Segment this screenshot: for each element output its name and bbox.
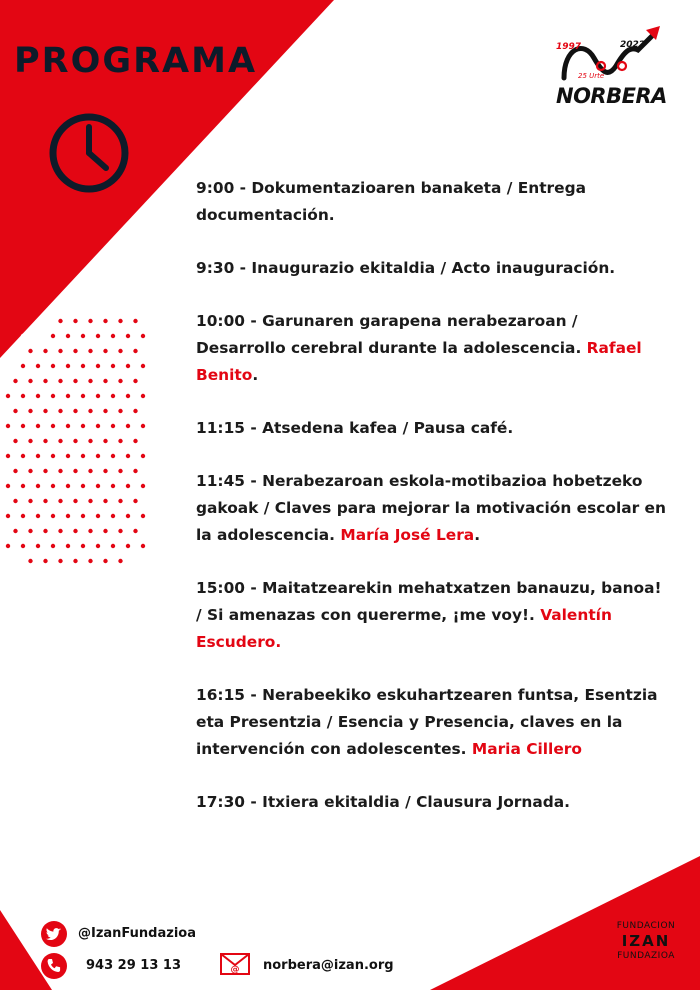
decorative-dot — [88, 349, 92, 353]
decorative-dot — [51, 484, 55, 488]
decorative-dot — [126, 484, 130, 488]
speaker-name: Rafael Benito — [196, 339, 642, 384]
decorative-dot — [96, 484, 100, 488]
decorative-dot — [28, 469, 32, 473]
decorative-dot — [6, 424, 10, 428]
logo-year-end: 2022 — [620, 40, 646, 50]
decorative-dot — [21, 364, 25, 368]
decorative-dot — [118, 379, 122, 383]
decorative-dot — [141, 334, 145, 338]
decorative-dot — [13, 469, 17, 473]
decorative-dot — [126, 334, 130, 338]
decorative-dot — [51, 334, 55, 338]
decorative-dot — [6, 514, 10, 518]
decorative-dot — [58, 379, 62, 383]
decorative-dot — [81, 334, 85, 338]
decorative-dot — [43, 409, 47, 413]
decorative-dot — [133, 319, 137, 323]
decorative-dot — [51, 424, 55, 428]
schedule-item — [196, 255, 666, 282]
decorative-dot — [73, 319, 77, 323]
decorative-dot — [36, 364, 40, 368]
decorative-dot — [141, 394, 145, 398]
decorative-dot — [51, 394, 55, 398]
decorative-dot — [111, 544, 115, 548]
decorative-dot — [36, 544, 40, 548]
decorative-dot — [28, 409, 32, 413]
decorative-dot — [13, 499, 17, 503]
decorative-dot — [28, 349, 32, 353]
decorative-dot — [88, 439, 92, 443]
schedule-item — [196, 682, 666, 763]
decorative-dot — [58, 469, 62, 473]
decorative-dot — [118, 529, 122, 533]
speaker-name: Valentín Escudero. — [196, 606, 612, 651]
decorative-dot — [103, 559, 107, 563]
speaker-suffix: . — [474, 526, 481, 544]
decorative-dot — [111, 424, 115, 428]
decorative-dot — [81, 424, 85, 428]
decorative-dot — [126, 514, 130, 518]
decorative-dot — [58, 319, 62, 323]
decorative-dot — [73, 559, 77, 563]
decorative-dot — [13, 349, 17, 353]
decorative-dot — [96, 424, 100, 428]
twitter-handle: @IzanFundazioa — [78, 926, 196, 941]
decorative-dot — [133, 499, 137, 503]
decorative-dot — [58, 499, 62, 503]
decorative-dot — [103, 319, 107, 323]
logo-year-start: 1997 — [556, 42, 582, 52]
schedule-item-text: 15:00 - Maitatzearekin mehatxatzen banauzu, banoa! / Si amenazas con quererme, ¡me voy!. — [196, 579, 662, 624]
decorative-dot — [66, 394, 70, 398]
decorative-dot — [88, 559, 92, 563]
decorative-dot — [6, 364, 10, 368]
decorative-dot — [96, 514, 100, 518]
decorative-dot — [88, 499, 92, 503]
decorative-dot — [21, 424, 25, 428]
decorative-dot — [66, 454, 70, 458]
decorative-dot — [88, 379, 92, 383]
decorative-dot — [43, 559, 47, 563]
decorative-dot — [141, 364, 145, 368]
decorative-dot — [96, 364, 100, 368]
decorative-dot — [51, 544, 55, 548]
decorative-dot — [13, 379, 17, 383]
decorative-dot — [66, 544, 70, 548]
schedule-item — [196, 175, 666, 229]
decorative-dot — [43, 319, 47, 323]
decorative-dot — [111, 364, 115, 368]
decorative-dot — [111, 394, 115, 398]
decorative-dot — [6, 454, 10, 458]
logo-wordmark: NORBERA — [556, 84, 667, 108]
schedule-list — [196, 175, 666, 842]
decorative-dot — [36, 454, 40, 458]
schedule-item-text: 11:45 - Nerabezaroan eskola-motibazioa hobetzeko gakoak / Claves para mejorar la motivación escolar en la adolescencia. — [196, 472, 666, 544]
decorative-dot — [96, 544, 100, 548]
decorative-dot — [28, 439, 32, 443]
decorative-dot — [73, 409, 77, 413]
schedule-item-text: 16:15 - Nerabeekiko eskuhartzearen funtsa, Esentzia eta Presentzia / Esencia y Presencia, claves en la intervención con adolescentes. — [196, 686, 658, 758]
decorative-dot — [133, 469, 137, 473]
schedule-item — [196, 308, 666, 389]
decorative-dot — [36, 484, 40, 488]
decorative-dot — [126, 544, 130, 548]
foundation-label-top: FUNDACION — [616, 921, 676, 931]
decorative-dot — [51, 454, 55, 458]
decorative-dot — [73, 379, 77, 383]
email-address: norbera@izan.org — [263, 958, 394, 973]
decorative-dot — [111, 454, 115, 458]
decorative-dot — [111, 514, 115, 518]
decorative-dot — [126, 364, 130, 368]
schedule-item — [196, 415, 666, 442]
decorative-dot — [73, 529, 77, 533]
decorative-dot — [58, 439, 62, 443]
decorative-dot — [96, 454, 100, 458]
decorative-dot — [103, 499, 107, 503]
twitter-icon — [40, 920, 68, 948]
decorative-dot — [21, 454, 25, 458]
decorative-dot — [43, 349, 47, 353]
schedule-item-text: 17:30 - Itxiera ekitaldia / Clausura Jornada. — [196, 793, 570, 811]
decorative-dot — [6, 484, 10, 488]
decorative-dot — [81, 544, 85, 548]
schedule-item-text: 10:00 - Garunaren garapena nerabezaroan / Desarrollo cerebral durante la adolescencia. — [196, 312, 582, 357]
page-title: PROGRAMA — [14, 41, 258, 81]
decorative-dot — [73, 439, 77, 443]
decorative-dot — [36, 514, 40, 518]
decorative-dot — [66, 334, 70, 338]
decorative-dot — [58, 529, 62, 533]
decorative-dot — [133, 349, 137, 353]
decorative-dot — [28, 559, 32, 563]
decorative-dot — [133, 529, 137, 533]
decorative-dot — [141, 424, 145, 428]
decorative-dot — [6, 544, 10, 548]
decorative-dot — [118, 409, 122, 413]
schedule-item — [196, 575, 666, 656]
decorative-dot — [118, 499, 122, 503]
decorative-dot — [81, 514, 85, 518]
decorative-dot — [103, 409, 107, 413]
decorative-dot — [58, 349, 62, 353]
decorative-dot — [141, 544, 145, 548]
decorative-dot — [43, 499, 47, 503]
decorative-dot — [118, 559, 122, 563]
decorative-dot — [66, 364, 70, 368]
decorative-dot — [88, 409, 92, 413]
decorative-dot — [21, 484, 25, 488]
decorative-dot — [141, 484, 145, 488]
foundation-label-bottom: FUNDAZIOA — [617, 951, 675, 961]
decorative-dot — [88, 529, 92, 533]
decorative-dot — [118, 319, 122, 323]
decorative-dot — [21, 544, 25, 548]
decorative-dot — [73, 499, 77, 503]
decorative-dot — [58, 559, 62, 563]
decorative-dot — [88, 319, 92, 323]
decorative-dot — [43, 469, 47, 473]
foundation-name: IZAN — [621, 932, 671, 950]
decorative-dot — [81, 394, 85, 398]
decorative-dot — [43, 439, 47, 443]
decorative-dot — [103, 349, 107, 353]
decorative-dot — [36, 424, 40, 428]
decorative-dot — [81, 454, 85, 458]
decorative-dot — [96, 394, 100, 398]
decorative-dot — [111, 334, 115, 338]
decorative-dot — [21, 334, 25, 338]
decorative-dot — [118, 349, 122, 353]
decorative-dot — [133, 409, 137, 413]
decorative-dot — [13, 439, 17, 443]
decorative-dot — [43, 379, 47, 383]
decorative-dot — [96, 334, 100, 338]
speaker-name: María José Lera — [340, 526, 475, 544]
izan-foundation-logo — [606, 920, 686, 962]
decorative-dot — [103, 379, 107, 383]
decorative-dot — [13, 409, 17, 413]
speaker-suffix: . — [252, 366, 259, 384]
decorative-dot — [103, 469, 107, 473]
decorative-dot — [118, 439, 122, 443]
decorative-dot — [126, 424, 130, 428]
decorative-dot — [73, 349, 77, 353]
decorative-dot — [66, 514, 70, 518]
phone-icon — [40, 952, 68, 980]
decorative-dot — [51, 514, 55, 518]
decorative-dot — [66, 424, 70, 428]
red-dot-pattern — [6, 319, 145, 563]
decorative-dot — [103, 529, 107, 533]
schedule-item-text: 9:30 - Inaugurazio ekitaldia / Acto inauguración. — [196, 259, 616, 277]
clock-icon — [46, 110, 132, 196]
svg-text:@: @ — [230, 965, 240, 975]
decorative-dot — [28, 529, 32, 533]
email-icon — [219, 952, 251, 976]
decorative-dot — [28, 379, 32, 383]
decorative-dot — [28, 499, 32, 503]
decorative-dot — [141, 454, 145, 458]
decorative-dot — [133, 439, 137, 443]
decorative-dot — [73, 469, 77, 473]
decorative-dot — [13, 529, 17, 533]
decorative-dot — [103, 439, 107, 443]
decorative-dot — [21, 394, 25, 398]
norbera-logo — [554, 20, 672, 112]
decorative-dot — [51, 364, 55, 368]
decorative-dot — [36, 334, 40, 338]
decorative-dot — [133, 379, 137, 383]
decorative-dot — [36, 394, 40, 398]
decorative-dot — [81, 484, 85, 488]
schedule-item-text: 9:00 - Dokumentazioaren banaketa / Entrega documentación. — [196, 179, 586, 224]
decorative-dot — [126, 394, 130, 398]
decorative-dot — [66, 484, 70, 488]
schedule-item — [196, 468, 666, 549]
phone-number: 943 29 13 13 — [86, 958, 181, 973]
schedule-item — [196, 789, 666, 816]
speaker-name: Maria Cillero — [471, 740, 582, 758]
decorative-dot — [21, 514, 25, 518]
decorative-dot — [58, 409, 62, 413]
decorative-dot — [141, 514, 145, 518]
schedule-item-text: 11:15 - Atsedena kafea / Pausa café. — [196, 419, 514, 437]
decorative-dot — [6, 394, 10, 398]
decorative-dot — [88, 469, 92, 473]
decorative-dot — [81, 364, 85, 368]
logo-anniversary: 25 Urte — [578, 72, 605, 80]
decorative-dot — [126, 454, 130, 458]
decorative-dot — [118, 469, 122, 473]
decorative-dot — [43, 529, 47, 533]
decorative-dot — [111, 484, 115, 488]
